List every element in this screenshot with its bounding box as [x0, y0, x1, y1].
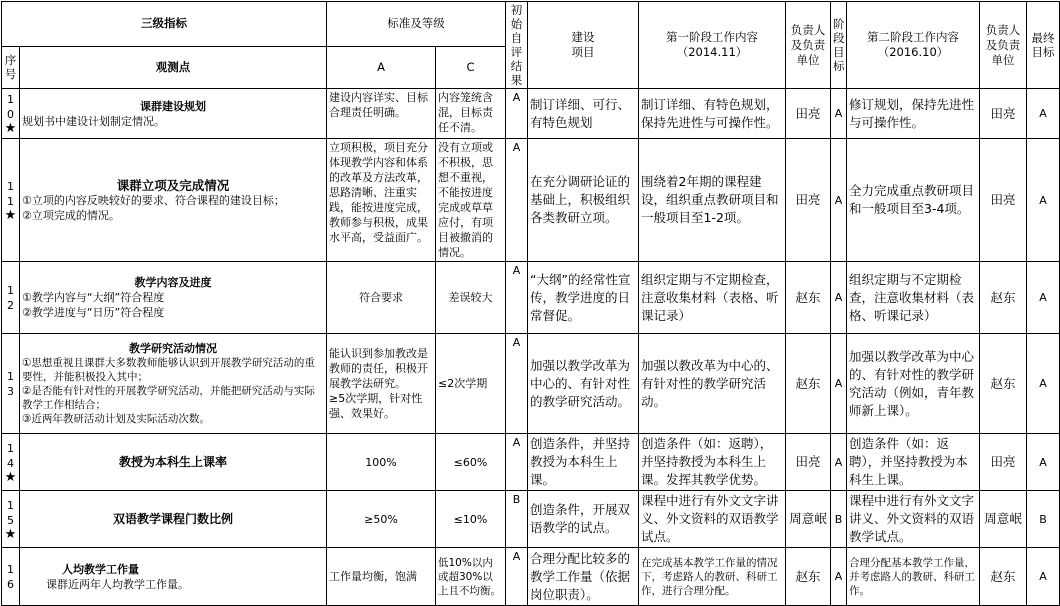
- observation-cell: [20, 89, 327, 139]
- phase-target-cell: B: [831, 491, 847, 548]
- final-target-cell: A: [1027, 139, 1060, 262]
- final-target-cell: B: [1027, 491, 1060, 548]
- indicator-title: 教授为本科生上课率: [20, 434, 327, 491]
- table-row: [2, 548, 1060, 606]
- resp2-cell: 田亮: [980, 139, 1027, 262]
- phase2-cell: 组织定期与不定期检查，注意收集材料（表格、听课记录）: [847, 262, 980, 334]
- project-cell: “大纲”的经常性宣传，教学进度的日常督促。: [528, 262, 639, 334]
- seq-number: 13: [7, 369, 14, 398]
- table-row: [2, 262, 1060, 334]
- grade-c-cell: ≤60%: [436, 434, 506, 491]
- grade-a-cell: 100%: [327, 434, 436, 491]
- grade-c-cell: 差误较大: [436, 262, 506, 334]
- resp2-cell: 周意岷: [980, 491, 1027, 548]
- header-initial-eval: 初始自评结果: [506, 2, 528, 89]
- indicator-title: 课群建设规划: [140, 99, 206, 113]
- star-icon: ★: [4, 121, 17, 136]
- final-target-cell: A: [1027, 434, 1060, 491]
- header-standard: 标准及等级: [327, 2, 506, 47]
- initial-eval-cell: A: [506, 262, 528, 334]
- star-icon: ★: [4, 469, 17, 485]
- seq-number: 14: [7, 441, 14, 470]
- header-resp1: 负责人及负责单位: [786, 2, 831, 89]
- project-cell: 合理分配比较多的教学工作量（依据岗位职责）。: [528, 548, 639, 606]
- indicator-title: 双语教学课程门数比例: [20, 491, 327, 548]
- initial-eval-cell: A: [506, 139, 528, 262]
- row-seq: [2, 89, 20, 139]
- phase2-cell: 创造条件（如：返聘），并坚持教授为本科生上课。: [847, 434, 980, 491]
- grade-a-cell: 建设内容详实、目标合理责任明确。: [327, 89, 436, 139]
- grade-a-cell: 符合要求: [327, 262, 436, 334]
- phase2-cell: 课程中进行有外文文字讲义、外文资料的双语教学试点。: [847, 491, 980, 548]
- header-observation: 观测点: [20, 46, 327, 89]
- header-resp2: 负责人及负责单位: [980, 2, 1027, 89]
- star-icon: ★: [4, 207, 17, 223]
- header-seq: 序号: [2, 46, 20, 89]
- header-grade-c: C: [436, 46, 506, 89]
- seq-number: 16: [7, 562, 14, 591]
- evaluation-table: [1, 1, 1060, 606]
- grade-c-cell: 没有立项或不积极，思想不重视，不能按进度完成或草草应付，有项目被撤消的情况。: [436, 139, 506, 262]
- table-row: [2, 491, 1060, 548]
- initial-eval-cell: A: [506, 548, 528, 606]
- row-seq: [2, 491, 20, 548]
- resp1-cell: 田亮: [786, 139, 831, 262]
- resp2-cell: 赵东: [980, 548, 1027, 606]
- grade-a-cell: 立项积极，项目充分体现教学内容和体系的改革及方法改革，思路清晰、注重实践，能按进度完成，教师参与积极，成果水平高，受益面广。: [327, 139, 436, 262]
- phase1-cell: 课程中进行有外文文字讲义、外文资料的双语教学试点。: [639, 491, 786, 548]
- grade-c-cell: ≤2次学期: [436, 334, 506, 434]
- observation-cell: [20, 139, 327, 262]
- header-phase1: 第一阶段工作内容 （2014.11）: [639, 2, 786, 89]
- resp2-cell: 赵东: [980, 334, 1027, 434]
- row-seq: [2, 334, 20, 434]
- phase-target-cell: A: [831, 334, 847, 434]
- header-grade-a: A: [327, 46, 436, 89]
- row-seq: [2, 262, 20, 334]
- row-seq: [2, 434, 20, 491]
- table-row: [2, 434, 1060, 491]
- initial-eval-cell: A: [506, 334, 528, 434]
- resp2-cell: 田亮: [980, 434, 1027, 491]
- resp1-cell: 田亮: [786, 434, 831, 491]
- indicator-title: 课群立项及完成情况: [116, 177, 230, 193]
- table-row: [2, 139, 1060, 262]
- indicator-desc: ①教学内容与“大纲”符合程度 ②教学进度与“日历”符合程度: [22, 291, 165, 319]
- observation-cell: [20, 548, 327, 606]
- observation-cell: [20, 262, 327, 334]
- grade-c-cell: 内容笼统含混，目标责任不清。: [436, 89, 506, 139]
- grade-c-cell: ≤10%: [436, 491, 506, 548]
- indicator-desc: ①立项的内容反映较好的要求、符合课程的建设目标； ②立项完成的情况。: [22, 193, 285, 222]
- phase-target-cell: A: [831, 89, 847, 139]
- phase2-cell: 加强以教学改革为中心的、有针对性的教学研究活动（例如，青年教师新上课）。: [847, 334, 980, 434]
- star-icon: ★: [4, 526, 17, 542]
- seq-number: 12: [7, 283, 14, 312]
- table-row: [2, 89, 1060, 139]
- resp1-cell: 赵东: [786, 548, 831, 606]
- resp2-cell: 赵东: [980, 262, 1027, 334]
- header-level3: 三级指标: [2, 2, 327, 47]
- grade-a-cell: 能认识到参加教改是教师的责任，积极开展教学法研究。 ≥5次学期，针对性强、效果好。: [327, 334, 436, 434]
- indicator-title: 教学内容及进度: [134, 276, 212, 289]
- project-cell: 创造条件，并坚持教授为本科生上课。: [528, 434, 639, 491]
- row-seq: [2, 139, 20, 262]
- phase-target-cell: A: [831, 139, 847, 262]
- header-final-target: 最终目标: [1027, 2, 1060, 89]
- initial-eval-cell: A: [506, 434, 528, 491]
- seq-number: 15: [7, 498, 14, 527]
- final-target-cell: A: [1027, 334, 1060, 434]
- project-cell: 在充分调研论证的基础上，积极组织各类教研立项。: [528, 139, 639, 262]
- final-target-cell: A: [1027, 262, 1060, 334]
- initial-eval-cell: A: [506, 89, 528, 139]
- phase2-cell: 合理分配基本教学工作量，并考虑路人的教研、科研工作。: [847, 548, 980, 606]
- phase1-cell: 在完成基本教学工作量的情况下，考虑路人的教研、科研工作，进行合理分配。: [639, 548, 786, 606]
- phase-target-cell: A: [831, 548, 847, 606]
- phase1-cell: 加强以教改革为中心的、有针对性的教学研究活动。: [639, 334, 786, 434]
- resp1-cell: 赵东: [786, 262, 831, 334]
- grade-a-cell: 工作量均衡，饱满: [327, 548, 436, 606]
- grade-a-cell: ≥50%: [327, 491, 436, 548]
- phase1-cell: 创造条件（如：返聘），并坚持教授为本科生上课。发挥其教学优势。: [639, 434, 786, 491]
- header-project: 建设 项目: [528, 2, 639, 89]
- header-phase2: 第二阶段工作内容 （2016.10）: [847, 2, 980, 89]
- grade-c-cell: 低10%以内或超30%以上且不均衡。: [436, 548, 506, 606]
- phase2-cell: 修订规划，保持先进性与可操作性。: [847, 89, 980, 139]
- initial-eval-cell: B: [506, 491, 528, 548]
- final-target-cell: A: [1027, 548, 1060, 606]
- phase1-cell: 围绕着2年期的课程建设，组织重点教研项目和一般项目至1-2项。: [639, 139, 786, 262]
- final-target-cell: A: [1027, 89, 1060, 139]
- observation-cell: [20, 334, 327, 434]
- resp1-cell: 赵东: [786, 334, 831, 434]
- row-seq: [2, 548, 20, 606]
- resp1-cell: 周意岷: [786, 491, 831, 548]
- resp1-cell: 田亮: [786, 89, 831, 139]
- phase-target-cell: A: [831, 262, 847, 334]
- indicator-desc: 课群近两年人均教学工作量。: [46, 577, 189, 591]
- header-phase-target: 阶段目标: [831, 2, 847, 89]
- indicator-title: 教学研究活动情况: [129, 341, 217, 355]
- header-row-1: [2, 2, 1060, 47]
- phase1-cell: 制订详细、有特色规划，保持先进性与可操作性。: [639, 89, 786, 139]
- phase-target-cell: A: [831, 434, 847, 491]
- indicator-desc: ①思想重视且课群大多数教师能够认识到开展教学研究活动的重要性，并能积极投入其中； ②是否能有针对性的开展教学研究活动，并能把研究活动与实际教学工作相结合； ③近两年教研活动计划及实际活动次数。: [22, 356, 315, 425]
- seq-number: 11: [7, 179, 14, 208]
- resp2-cell: 田亮: [980, 89, 1027, 139]
- project-cell: 加强以教学改革为中心的、有针对性的教学研究活动。: [528, 334, 639, 434]
- phase2-cell: 全力完成重点教研项目和一般项目至3-4项。: [847, 139, 980, 262]
- project-cell: 创造条件，开展双语教学的试点。: [528, 491, 639, 548]
- project-cell: 制订详细、可行、有特色规划: [528, 89, 639, 139]
- seq-number: 10: [7, 93, 14, 121]
- indicator-desc: 规划书中建设计划制定情况。: [22, 114, 165, 128]
- table-row: [2, 334, 1060, 434]
- phase1-cell: 组织定期与不定期检查，注意收集材料（表格、听课记录）: [639, 262, 786, 334]
- indicator-title: 人均教学工作量: [62, 562, 139, 576]
